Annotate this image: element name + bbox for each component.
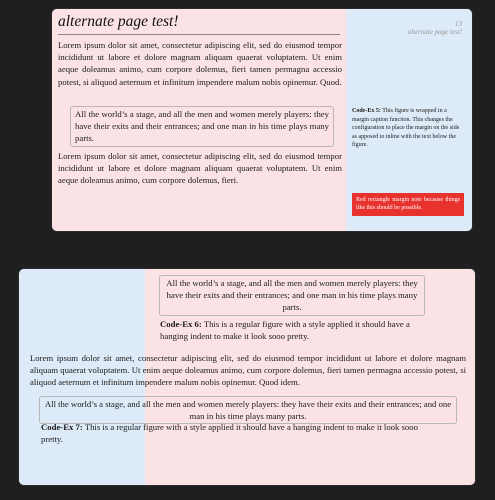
caption-text: This is a regular figure with a style applied it should have a hanging indent to make it look sooo pretty. [41, 422, 418, 445]
page-header-title: alternate page test! [58, 13, 179, 30]
figure-caption [41, 421, 441, 445]
paragraph: Lorem ipsum dolor sit amet, consectetur adipiscing elit, sed do eiusmod tempor incididunt ut labore et dolore magnam aliquam quaerat voluptatem. Ut enim aeque doleamus animo, cum corpore dolemus, fieri. [58, 151, 342, 186]
page-header-right [408, 20, 462, 36]
figure-quote: All the world’s a stage, and all the men and women merely players: they have their exits and their entrances; and one man in his time plays many parts. [159, 275, 425, 316]
figure-quote: All the world’s a stage, and all the men and women merely players: they have their exits and their entrances; and one man in his time plays many parts. [70, 106, 334, 147]
caption-text: This figure is wrapped in a margin caption funciton. This changes the configuration to place the margin on the side as apposed to inline with the text below the figure. [352, 108, 460, 149]
page-1 [51, 8, 473, 232]
page-number: 13 [455, 20, 462, 28]
red-margin-note: Red rectangle margin note because things like this should be possible. [352, 193, 464, 216]
page-2 [18, 268, 476, 486]
figure-quote: All the world’s a stage, and all the men and women merely players: they have their exits and their entrances; and one man in his time plays many parts. [39, 396, 457, 424]
caption-text: This is a regular figure with a style applied it should have a hanging indent to make it look sooo pretty. [160, 319, 410, 342]
margin-caption [352, 107, 464, 150]
header-rule [58, 34, 340, 35]
paragraph: Lorem ipsum dolor sit amet, consectetur adipiscing elit, sed do eiusmod tempor incididunt ut labore et dolore magnam aliquam quaerat voluptatem. Ut enim aeque doleamus animo, cum corpore dolemus, fieri tamen permagna accessio potest, si aliquod aeternum et infinitum impendere malum nobis opinemur. Quod. [58, 40, 342, 87]
running-header: alternate page test! [407, 28, 462, 36]
paragraph: Lorem ipsum dolor sit amet, consectetur adipiscing elit, sed do eiusmod tempor incididunt ut labore et dolore magnam aliquam quaerat voluptatem. Ut enim aeque doleamus animo, cum corpore dolemus, fieri tamen permagna accessio potest, si aliquod aeternum et infinitum impendere malum nobis opinemur. Quod idem. [30, 353, 466, 388]
caption-label: Code-Ex 7: [41, 422, 83, 432]
figure-caption [160, 318, 430, 342]
caption-label: Code-Ex 6: [160, 319, 202, 329]
caption-label: Code-Ex 5: [352, 108, 381, 114]
